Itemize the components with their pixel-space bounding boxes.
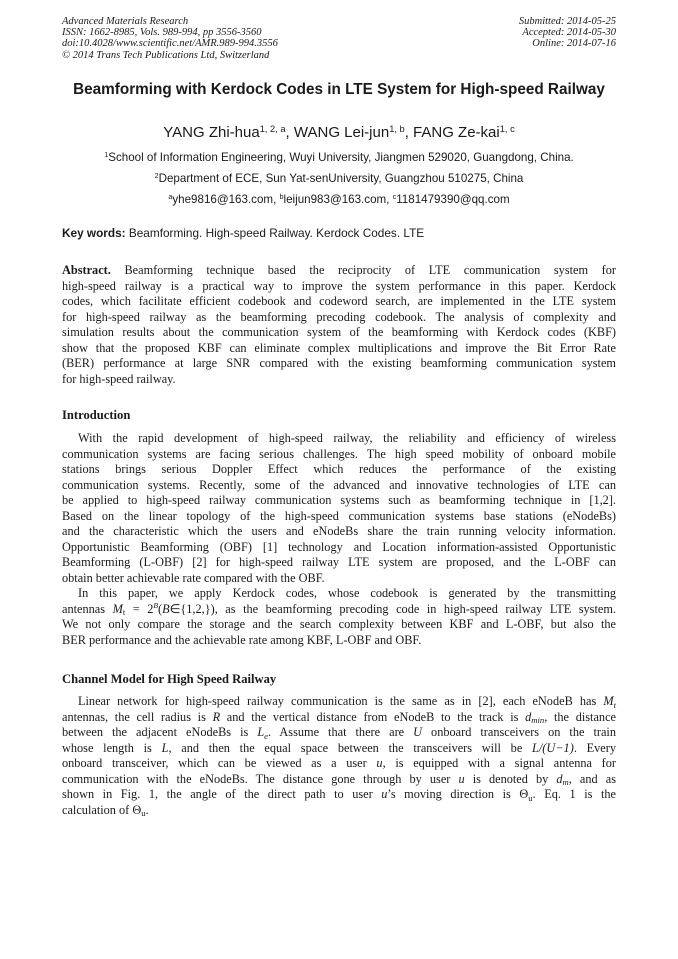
text-run: onboard transceiver, which can be viewed as a user <box>62 756 377 770</box>
abstract-label: Abstract. <box>62 263 111 277</box>
keywords-label: Key words: <box>62 226 126 240</box>
publication-dates <box>519 16 616 50</box>
text-run: , and then the equal space between the transceivers will be <box>168 740 533 755</box>
paragraph-line <box>62 602 616 618</box>
text-run: , and as <box>568 771 616 786</box>
math-var: u <box>376 756 383 770</box>
abstract-line: show that the proposed KBF can eliminate complex multiplications and improve the Bit Error Rate <box>62 340 616 355</box>
text-run: ’s moving direction is Θ <box>387 787 529 801</box>
math-var: d <box>525 709 532 724</box>
abstract <box>62 263 616 387</box>
paragraph-line: Beamforming (L-OBF) [2] for high-speed railway LTE system are proposed, and the L-OBF can <box>62 555 616 569</box>
email-address: 1181479390@qq.com <box>396 193 510 206</box>
text-run: whose length is <box>62 740 162 755</box>
paragraph-line: communication systems. Recently, some of the advanced and innovative technologies of LTE can <box>62 477 616 492</box>
author-affiliation-mark: 1, b <box>389 123 405 134</box>
math-sub: u <box>528 792 533 803</box>
text-run: antennas, the cell radius is <box>62 709 213 724</box>
math-var: B <box>162 601 170 616</box>
abstract-line: high-speed railway is a practical way to improve the system performance in this paper. Kerdock <box>62 278 616 293</box>
submitted-date: Submitted: 2014-05-25 <box>518 16 616 27</box>
email-mark: b <box>279 192 284 202</box>
math-var: L <box>257 725 265 739</box>
copyright-line: © 2014 Trans Tech Publications Ltd, Switzerland <box>62 49 270 61</box>
affiliation-1 <box>0 150 678 165</box>
text-run: . Assume that there are <box>268 725 414 739</box>
math-sub: m <box>562 777 569 788</box>
email-mark: c <box>392 192 397 202</box>
text-run: calculation of Θ <box>62 802 142 817</box>
paragraph-line <box>62 772 616 788</box>
math-var: U <box>413 725 423 739</box>
paragraph-line: and the characteristic which the users and eNodeBs share the train running velocity information. <box>62 524 616 538</box>
abstract-line: simulation results about the communication system of the beamforming with Kerdock codes (KBF) <box>62 325 616 339</box>
paragraph-line: We not only compare the storage and the search complexity between KBF and L-OBF, but also the <box>62 617 616 631</box>
abstract-line: for high-speed railway. <box>62 371 176 386</box>
text-run: , is equipped with a signal antenna for <box>382 756 617 770</box>
affiliation-mark: 1 <box>104 150 109 160</box>
author-name: YANG Zhi-hua <box>163 124 260 141</box>
keywords <box>62 226 424 241</box>
paragraph-line <box>62 803 616 819</box>
math-var: L <box>161 740 169 755</box>
section-heading-introduction: Introduction <box>62 408 131 422</box>
affiliation-text: Department of ECE, Sun Yat-senUniversity, Guangzhou 510275, China <box>158 172 524 185</box>
text-run: ∈{1,2,}), as the beamforming precoding code in high-speed railway LTE system. <box>169 601 616 616</box>
text-run: is denoted by <box>464 771 557 786</box>
math-sub: u <box>141 808 146 819</box>
affiliation-mark: 2 <box>154 171 159 181</box>
math-var: u <box>458 771 465 786</box>
text-run: Linear network for high-speed railway communication is the same as in [2], each eNodeB has <box>78 694 604 708</box>
email-address: leijun983@163.com, <box>283 193 393 206</box>
abstract-text: Beamforming technique based the reciprocity of LTE communication system for <box>110 263 616 277</box>
paragraph-line: With the rapid development of high-speed railway, the reliability and efficiency of wireless <box>78 431 616 445</box>
text-run: . Eq. 1 is the <box>532 787 616 801</box>
math-sub: e <box>264 730 268 741</box>
text-run: = 2 <box>125 601 154 616</box>
email-list <box>0 192 678 207</box>
section-heading-channel-model: Channel Model for High Speed Railway <box>62 672 277 686</box>
text-run: communication with the eNodeBs. The distance gone through by user <box>62 771 459 786</box>
math-var: u <box>381 787 388 801</box>
paragraph-line: communication systems are facing serious challenges. The high speed mobility of onboard mobile <box>62 446 616 461</box>
paragraph-line: obtain better achievable rate compared with the OBF. <box>62 570 325 585</box>
channel-model-body <box>62 694 616 818</box>
text-run: . Every <box>573 740 616 755</box>
math-var: M <box>603 694 614 708</box>
affiliation-2 <box>0 171 678 186</box>
email-mark: a <box>168 192 173 202</box>
text-run: . <box>145 802 149 817</box>
author-name: FANG Ze-kai <box>413 124 500 141</box>
paragraph-line: Opportunistic Beamforming (OBF) [1] technology and Location information-assisted Opportunistic <box>62 539 616 554</box>
text-run: antennas <box>62 601 113 616</box>
accepted-date: Accepted: 2014-05-30 <box>522 27 616 39</box>
abstract-line: codes, which facilitate efficient codebook and codeword search, are implemented in the LTE system <box>62 294 616 308</box>
math-exp: B <box>153 601 159 611</box>
affiliation-text: School of Information Engineering, Wuyi University, Jiangmen 529020, Guangdong, China. <box>108 151 574 164</box>
paragraph-line: BER performance and the achievable rate among KBF, L-OBF and OBF. <box>62 632 422 647</box>
keywords-text: Beamforming. High-speed Railway. Kerdock Codes. LTE <box>125 226 425 240</box>
math-var: d <box>556 771 563 786</box>
math-var: R <box>212 709 221 724</box>
paragraph-line: Based on the linear topology of the high-speed communication systems base stations (eNodeBs) <box>62 508 616 523</box>
text-run: ( <box>158 601 163 616</box>
paragraph-line <box>62 694 616 710</box>
paragraph-line: stations brings serious Doppler Effect which reduces the performance of the existing <box>62 462 616 476</box>
paper-title: Beamforming with Kerdock Codes in LTE System for High-speed Railway <box>73 81 605 98</box>
email-address: yhe9816@163.com, <box>172 193 280 206</box>
math-sub: t <box>122 607 126 618</box>
math-var: M <box>112 601 123 616</box>
text-run: between the adjacent eNodeBs is <box>62 725 258 739</box>
introduction-body <box>62 431 616 648</box>
author-list: YANG Zhi-hua$^{1, 2, a}$, WANG Lei-jun$^{1, b}$, FANG Ze-kai$^{1, c}$ <box>163 123 515 141</box>
journal-info <box>62 16 278 61</box>
online-date: Online: 2014-07-16 <box>532 38 616 50</box>
paragraph-line: be applied to high-speed railway communication systems such as beamforming technique in [1,2]. <box>62 493 616 507</box>
issn-line: ISSN: 1662-8985, Vols. 989-994, pp 3556-3560 <box>62 27 262 39</box>
author-affiliation-mark: 1, c <box>499 123 515 134</box>
paragraph-line <box>62 756 616 772</box>
text-run: onboard transceivers on the train <box>422 725 616 739</box>
text-run: , the distance <box>544 709 616 724</box>
author-affiliation-mark: 1, 2, a <box>259 123 286 134</box>
abstract-line: (BER) performance at large SNR compared with the existing beamforming communication system <box>62 356 616 370</box>
abstract-line: for high-speed railway as the beamforming precoding codebook. The analysis of complexity and <box>62 309 616 324</box>
journal-name: Advanced Materials Research <box>62 16 189 27</box>
paragraph-line <box>62 710 616 726</box>
math-expr: L/(U−1) <box>532 740 574 755</box>
paragraph-line: In this paper, we apply Kerdock codes, whose codebook is generated by the transmitting <box>78 586 616 600</box>
paragraph-line <box>62 741 616 757</box>
paragraph-line <box>62 725 616 741</box>
text-run: and the vertical distance from eNodeB to the track is <box>220 709 526 724</box>
author-name: WANG Lei-jun <box>293 124 390 141</box>
paragraph-line <box>62 787 616 803</box>
math-sub: min <box>531 715 545 726</box>
doi-line: doi:10.4028/www.scientific.net/AMR.989-994.3556 <box>62 38 278 50</box>
text-run: shown in Fig. 1, the angle of the direct path to user <box>62 787 382 801</box>
math-sub: t <box>613 699 616 710</box>
abstract-line <box>62 263 616 279</box>
